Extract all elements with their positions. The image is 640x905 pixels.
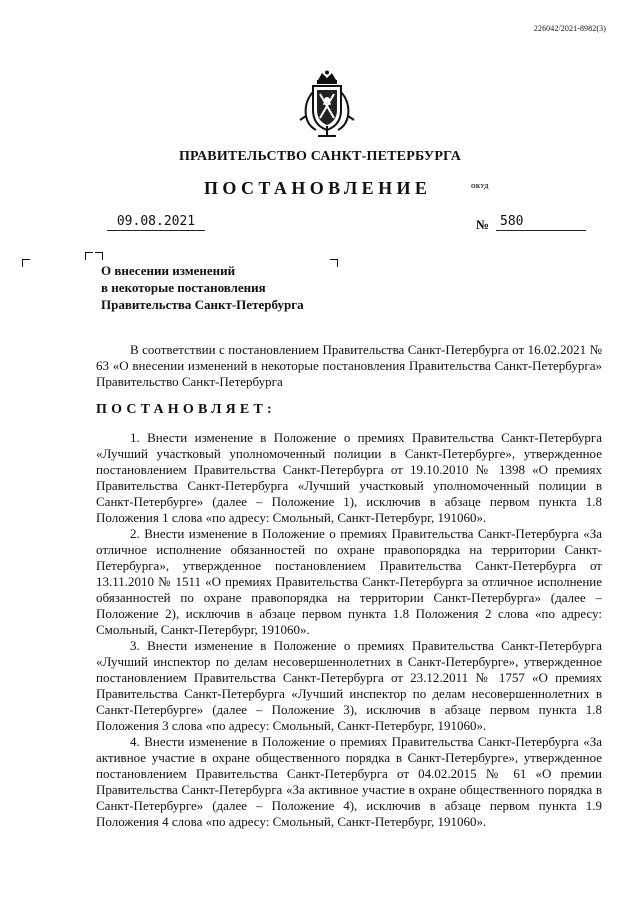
corner-bracket-icon (330, 259, 338, 267)
document-type-title: ПОСТАНОВЛЕНИЕ (204, 178, 432, 198)
preamble-paragraph: В соответствии с постановлением Правительства Санкт-Петербурга от 16.02.2021 № 63 «О внесении изменений в некоторые постановления Правительства Санкт-Петербурга» Правительство Санкт-Петербурга (96, 342, 602, 389)
subject-block (101, 262, 304, 313)
decree-item: 4. Внести изменение в Положение о премиях Правительства Санкт-Петербурга «За активное участие в охране общественного порядка в Санкт-Петербурге», утвержденное постановлением Правительства Санкт-Петербурга от 04.02.2015 № 61 «О премии Правительства Санкт-Петербурга «За активное участие в охране общественного порядка в Санкт-Петербурге» (далее – Положение 4), исключив в абзаце первом пункта 1.9 Положения 4 слова «по адресу: Смольный, Санкт-Петербург, 191060». (96, 734, 602, 829)
corner-bracket-icon (22, 259, 30, 267)
corner-bracket-icon (85, 252, 93, 260)
decree-item: 2. Внести изменение в Положение о премиях Правительства Санкт-Петербурга «За отличное исполнение обязанностей по охране правопорядка на территории Санкт-Петербурга», утвержденное постановлением Правительства Санкт-Петербурга от 13.11.2010 № 1511 «О премиях Правительства Санкт-Петербурга за отличное исполнение обязанностей по охране правопорядка на территории Санкт-Петербурга» (далее – Положение 2), исключив в абзаце первом пункта 1.8 Положения 2 слова «по адресу: Смольный, Санкт-Петербург, 191060». (96, 526, 602, 637)
document-id: 226042/2021-8982(3) (533, 24, 606, 33)
coat-of-arms-icon (296, 70, 358, 142)
number-sign: № (476, 217, 490, 232)
decree-heading: ПОСТАНОВЛЯЕТ: (96, 402, 276, 417)
issuing-authority: ПРАВИТЕЛЬСТВО САНКТ-ПЕТЕРБУРГА (178, 149, 462, 164)
document-date: 09.08.2021 (107, 214, 205, 231)
okud-label: ОКУД (471, 184, 489, 190)
decree-item: 3. Внести изменение в Положение о премиях Правительства Санкт-Петербурга «Лучший инспектор по делам несовершеннолетних в Санкт-Петербурге», утвержденное постановлением Правительства Санкт-Петербурга от 23.12.2011 № 1757 «О премиях Правительства Санкт-Петербурга «Лучший инспектор по делам несовершеннолетних в Санкт-Петербурге» (далее – Положение 3), исключив в абзаце первом пункта 1.8 Положения 3 слова «по адресу: Смольный, Санкт-Петербург, 191060». (96, 638, 602, 733)
subject-line: О внесении изменений (101, 263, 236, 278)
decree-items (96, 430, 602, 830)
subject-line: в некоторые постановления (101, 280, 266, 295)
decree-item: 1. Внести изменение в Положение о премиях Правительства Санкт-Петербурга «Лучший участковый уполномоченный полиции в Санкт-Петербурге», утвержденное постановлением Правительства Санкт-Петербурга от 19.10.2010 № 1398 «О премиях Правительства Санкт-Петербурга «Лучший участковый уполномоченный полиции в Санкт-Петербурге» (далее – Положение 1), исключив в абзаце первом пункта 1.8 Положения 1 слова «по адресу: Смольный, Санкт-Петербург, 191060». (96, 430, 602, 525)
document-number: 580 (496, 214, 586, 231)
corner-bracket-icon (95, 252, 103, 260)
subject-line: Правительства Санкт-Петербурга (101, 297, 304, 312)
